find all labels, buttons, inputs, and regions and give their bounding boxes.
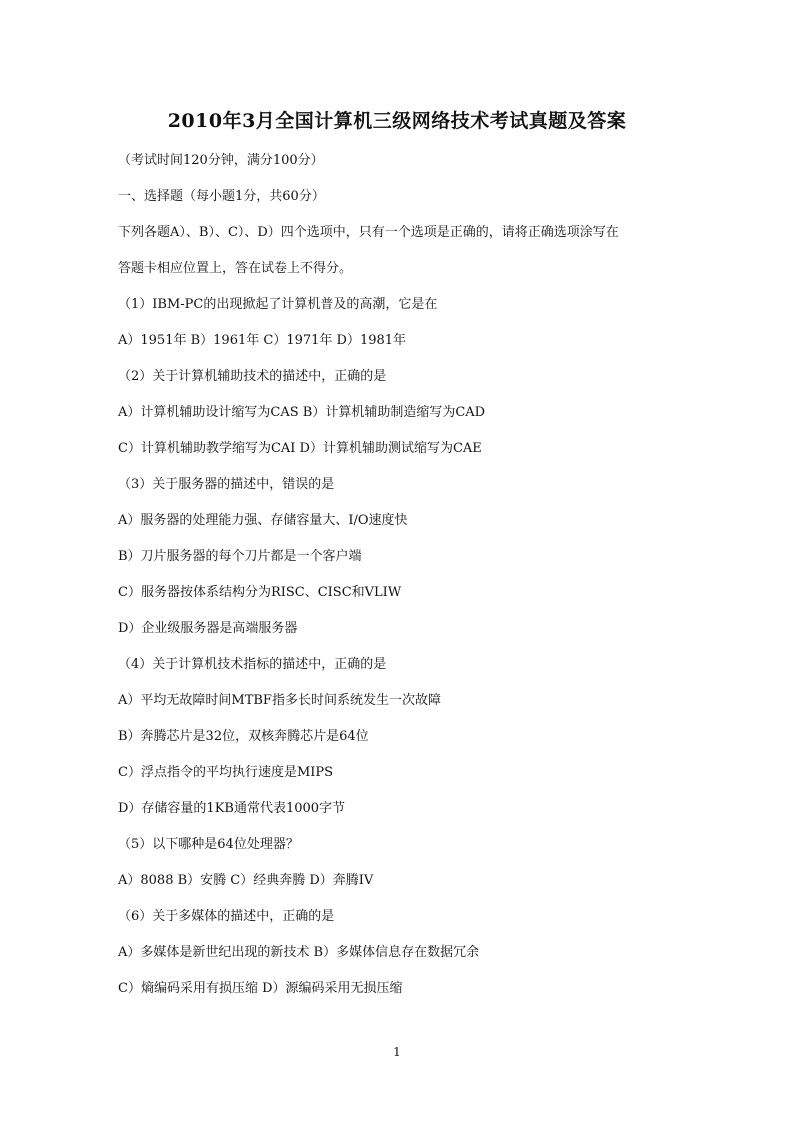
instructions-line-1: 下列各题A）、B）、C）、D）四个选项中，只有一个选项是正确的，请将正确选项涂写在	[118, 225, 619, 240]
question-4: （4）关于计算机技术指标的描述中，正确的是	[118, 657, 387, 672]
question-5-options: A）8088 B）安腾 C）经典奔腾 D）奔腾IV	[118, 873, 374, 888]
document-title: 2010年3月全国计算机三级网络技术考试真题及答案	[167, 110, 627, 132]
question-1-options: A）1951年 B）1961年 C）1971年 D）1981年	[118, 333, 407, 348]
question-5: （5）以下哪种是64位处理器？	[118, 837, 299, 852]
question-6: （6）关于多媒体的描述中，正确的是	[118, 909, 335, 924]
question-4-option-d: D）存储容量的1KB通常代表1000字节	[118, 801, 346, 816]
question-6-options-cd: C）熵编码采用有损压缩 D）源编码采用无损压缩	[118, 981, 403, 996]
question-2-options-ab: A）计算机辅助设计缩写为CAS B）计算机辅助制造缩写为CAD	[118, 405, 486, 420]
document-body	[118, 149, 698, 1013]
question-3-option-b: B）刀片服务器的每个刀片都是一个客户端	[118, 549, 362, 564]
instructions-line-2: 答题卡相应位置上，答在试卷上不得分。	[118, 261, 353, 276]
question-4-option-a: A）平均无故障时间MTBF指多长时间系统发生一次故障	[118, 693, 441, 708]
section-heading: 一、选择题（每小题1分，共60分）	[118, 189, 325, 204]
question-2-options-cd: C）计算机辅助教学缩写为CAI D）计算机辅助测试缩写为CAE	[118, 441, 482, 456]
question-4-option-c: C）浮点指令的平均执行速度是MIPS	[118, 765, 334, 780]
question-3-option-c: C）服务器按体系结构分为RISC、CISC和VLIW	[118, 585, 402, 600]
question-3-option-a: A）服务器的处理能力强、存储容量大、I/O速度快	[118, 513, 408, 528]
question-1: （1）IBM-PC的出现掀起了计算机普及的高潮，它是在	[118, 297, 438, 312]
question-2: （2）关于计算机辅助技术的描述中，正确的是	[118, 369, 387, 384]
question-4-option-b: B）奔腾芯片是32位，双核奔腾芯片是64位	[118, 729, 369, 744]
exam-info: （考试时间120分钟，满分100分）	[118, 153, 324, 168]
page-number: 1	[393, 1045, 401, 1059]
question-6-options-ab: A）多媒体是新世纪出现的新技术 B）多媒体信息存在数据冗余	[118, 945, 480, 960]
question-3-option-d: D）企业级服务器是高端服务器	[118, 621, 298, 636]
question-3: （3）关于服务器的描述中，错误的是	[118, 477, 335, 492]
